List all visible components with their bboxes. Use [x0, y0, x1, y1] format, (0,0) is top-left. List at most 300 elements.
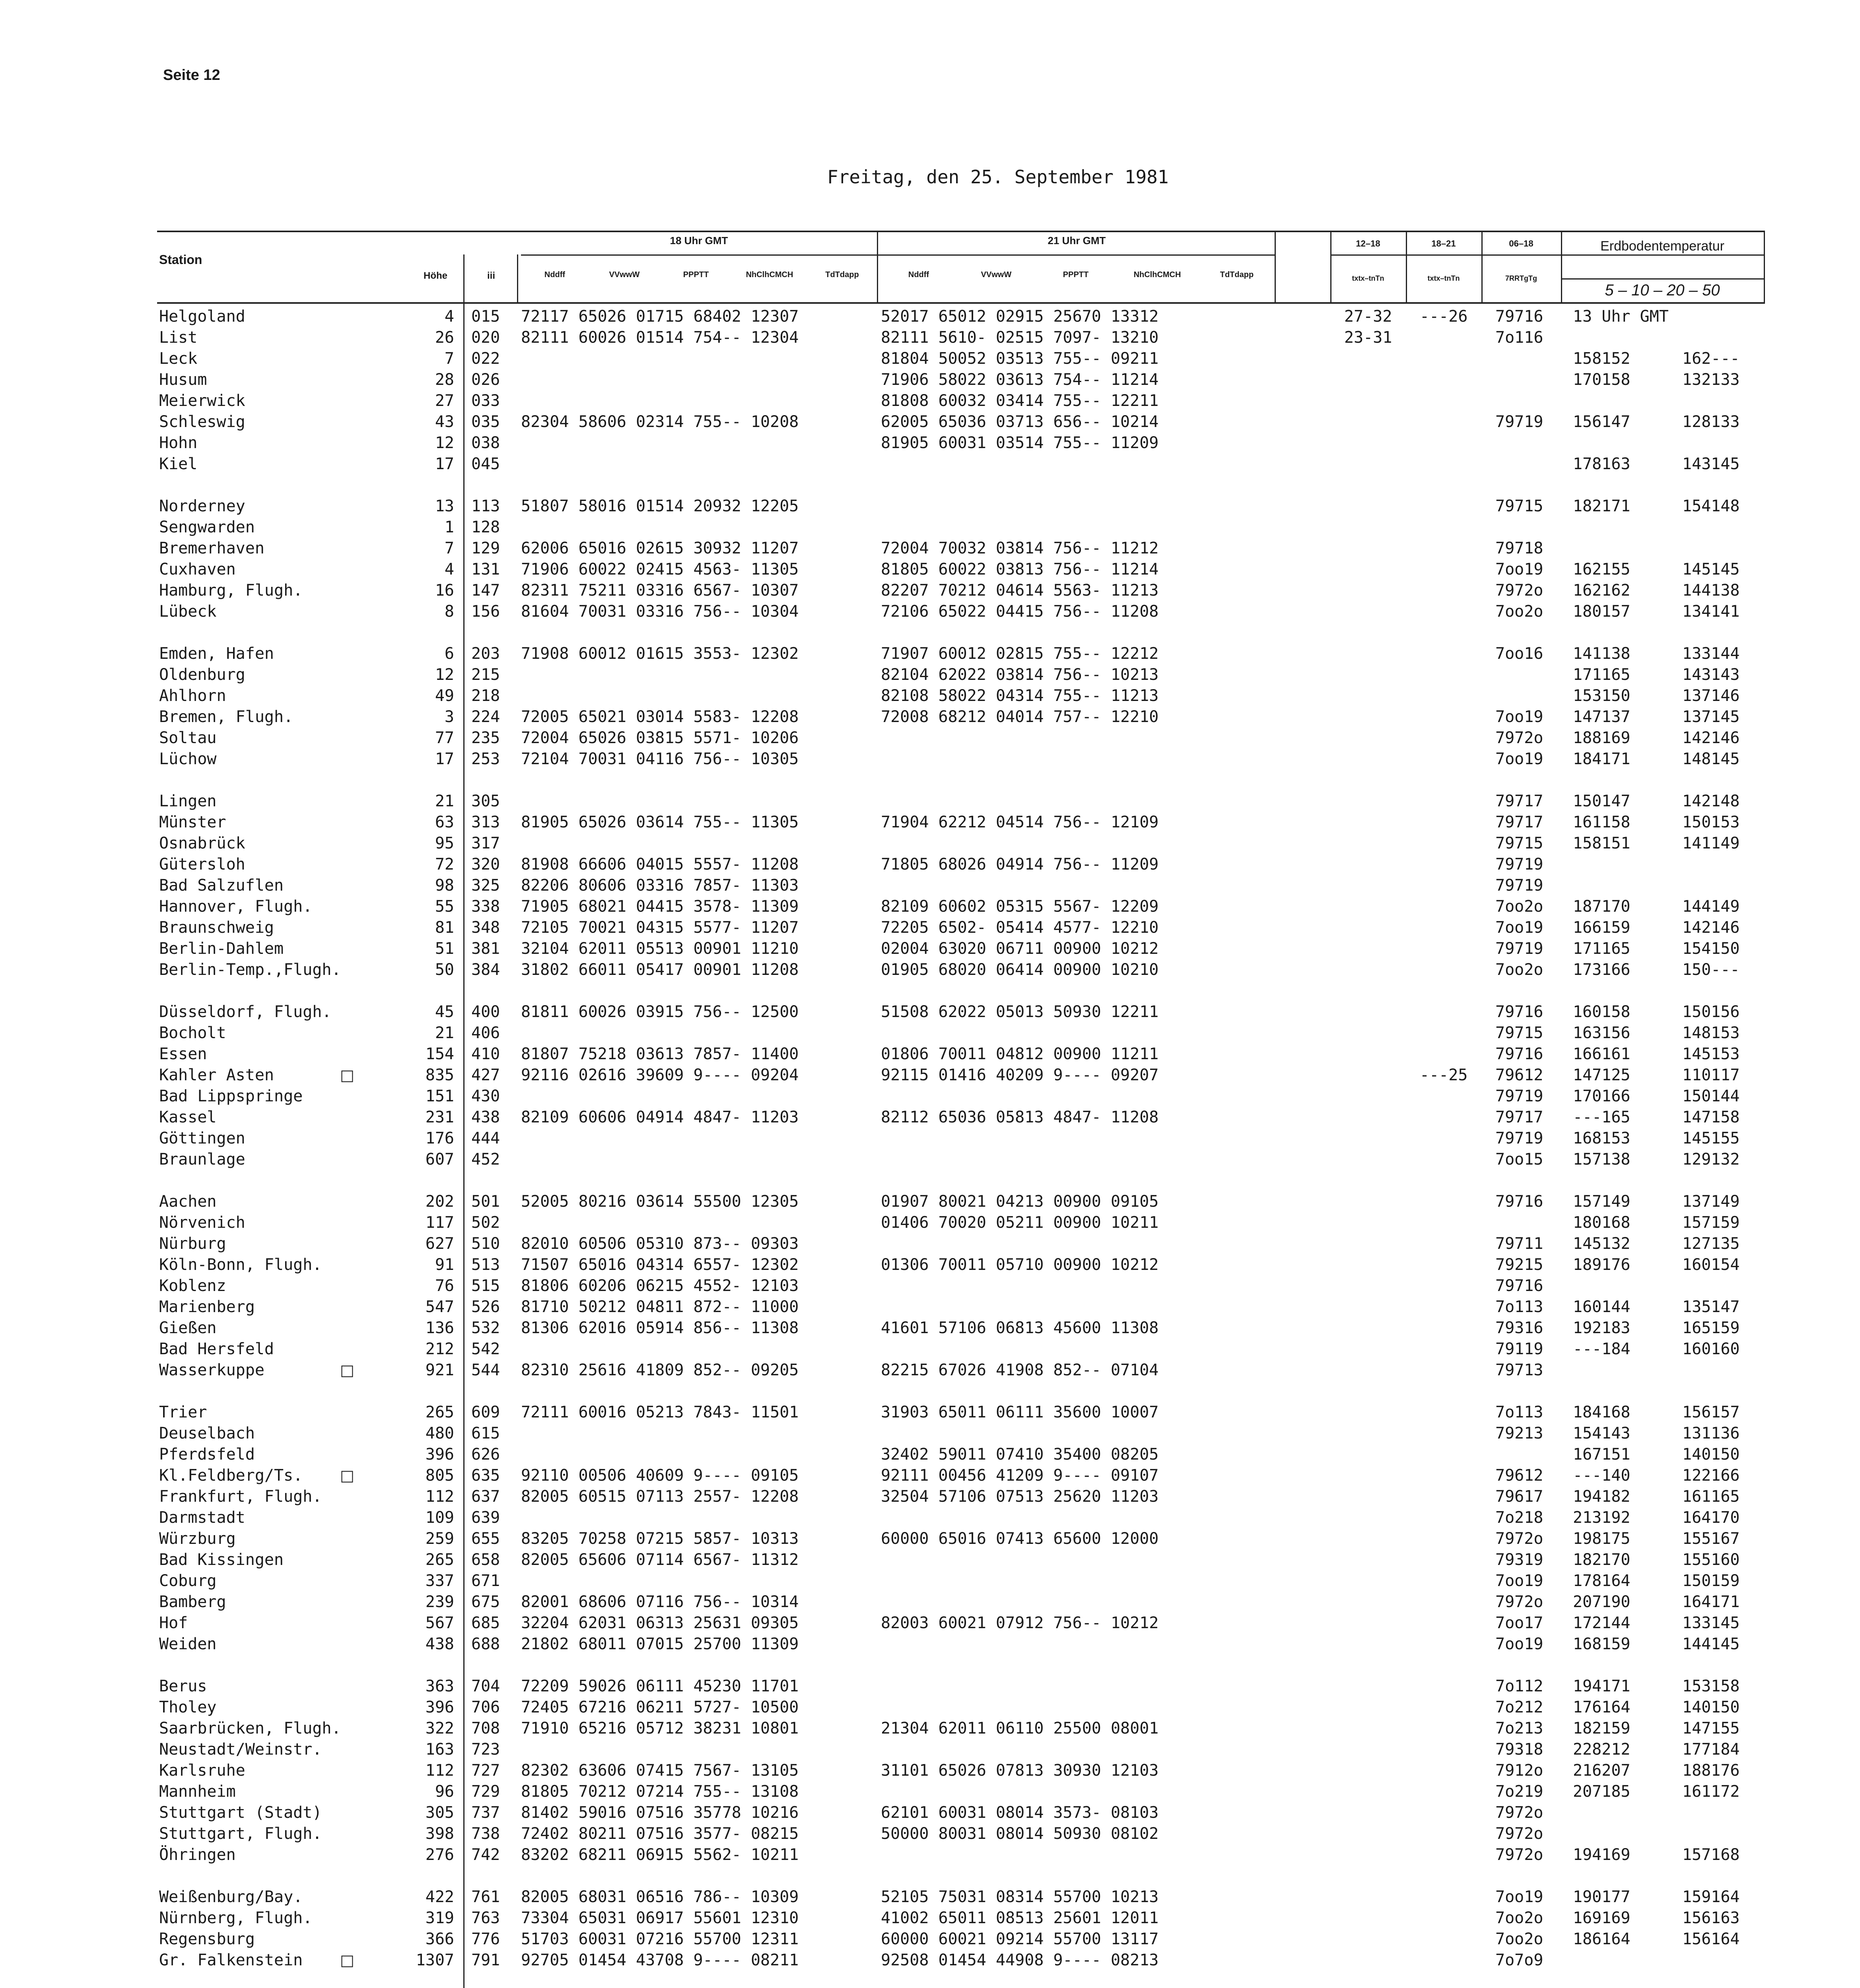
obs-21-gmt: 71907 60012 02815 755-- 12212 — [881, 645, 1159, 663]
station-height: 12 — [435, 434, 454, 452]
table-row — [0, 496, 1860, 516]
station-index: 452 — [471, 1150, 500, 1169]
station-name: Bremerhaven — [159, 539, 264, 557]
obs-18-gmt: 82310 25616 41809 852-- 09205 — [521, 1361, 799, 1379]
soil-temp-a: 150147 — [1573, 792, 1631, 810]
obs-18-gmt: 82005 60515 07113 2557- 12208 — [521, 1487, 799, 1506]
soil-temp-b: 157168 — [1682, 1846, 1740, 1864]
value-06-18: 79213 — [1495, 1424, 1543, 1442]
station-index: 671 — [471, 1572, 500, 1590]
soil-temp-b: 150159 — [1682, 1572, 1740, 1590]
value-06-18: 79319 — [1495, 1551, 1543, 1569]
station-index: 637 — [471, 1487, 500, 1506]
station-name: Oldenburg — [159, 666, 245, 684]
obs-18-gmt: 32204 62031 06313 25631 09305 — [521, 1614, 799, 1632]
station-height: 51 — [435, 940, 454, 958]
value-06-18: 7oo2o — [1495, 602, 1543, 621]
station-name: Hof — [159, 1614, 188, 1632]
value-06-18: 79119 — [1495, 1340, 1543, 1358]
table-row — [0, 390, 1860, 411]
obs-18-gmt: 82010 60506 05310 873-- 09303 — [521, 1235, 799, 1253]
table-row — [0, 959, 1860, 980]
station-name: Ahlhorn — [159, 687, 226, 705]
soil-temp-b: 153158 — [1682, 1677, 1740, 1695]
obs-21-gmt: 31903 65011 06111 35600 10007 — [881, 1403, 1159, 1421]
header-06-18: 06–18 — [1509, 239, 1533, 248]
obs-18-gmt: 82111 60026 01514 754-- 12304 — [521, 328, 799, 347]
station-name: Osnabrück — [159, 834, 245, 852]
soil-temp-a: 171165 — [1573, 940, 1631, 958]
soil-temp-b: 142146 — [1682, 729, 1740, 747]
soil-temp-b: 127135 — [1682, 1235, 1740, 1253]
station-height: 305 — [425, 1804, 454, 1822]
open-square-icon: □ — [340, 1951, 354, 1969]
station-name: Hannover, Flugh. — [159, 897, 313, 916]
header-iii: iii — [487, 270, 495, 281]
obs-21-gmt: 01905 68020 06414 00900 10210 — [881, 961, 1159, 979]
station-name: Bad Lippspringe — [159, 1087, 303, 1105]
soil-temp-b: 132133 — [1682, 371, 1740, 389]
table-row — [0, 1950, 1860, 1971]
soil-temp-b: 154150 — [1682, 940, 1740, 958]
station-index: 655 — [471, 1530, 500, 1548]
station-height: 259 — [425, 1530, 454, 1548]
table-row — [0, 1465, 1860, 1486]
soil-temp-a: 182170 — [1573, 1551, 1631, 1569]
obs-18-gmt: 81402 59016 07516 35778 10216 — [521, 1804, 799, 1822]
soil-temp-b: 160154 — [1682, 1256, 1740, 1274]
station-name: Schleswig — [159, 413, 245, 431]
soil-temp-b: 137149 — [1682, 1192, 1740, 1211]
soil-temp-a: 207190 — [1573, 1593, 1631, 1611]
station-name: Lüchow — [159, 750, 217, 768]
obs-21-gmt: 82109 60602 05315 5567- 12209 — [881, 897, 1159, 916]
soil-temp-a: 154143 — [1573, 1424, 1631, 1442]
station-height: 27 — [435, 392, 454, 410]
station-index: 033 — [471, 392, 500, 410]
station-name: Karlsruhe — [159, 1761, 245, 1780]
table-row — [0, 791, 1860, 812]
table-row — [0, 1065, 1860, 1085]
station-index: 727 — [471, 1761, 500, 1780]
soil-temp-b: 134141 — [1682, 602, 1740, 621]
station-index: 235 — [471, 729, 500, 747]
soil-temp-b: 148153 — [1682, 1024, 1740, 1042]
obs-21-gmt: 32402 59011 07410 35400 08205 — [881, 1445, 1159, 1464]
page-date: Freitag, den 25. September 1981 — [827, 166, 1169, 188]
station-index: 224 — [471, 708, 500, 726]
soil-temp-b: 156157 — [1682, 1403, 1740, 1421]
header-18-21-sub: txtx–tnTn — [1427, 274, 1460, 282]
table-row — [0, 601, 1860, 622]
station-name: Bad Kissingen — [159, 1551, 284, 1569]
station-name: Nürnberg, Flugh. — [159, 1909, 313, 1927]
table-row — [0, 1423, 1860, 1444]
obs-18-gmt: 82001 68606 07116 756-- 10314 — [521, 1593, 799, 1611]
soil-temp-b: 110117 — [1682, 1066, 1740, 1084]
station-index: 510 — [471, 1235, 500, 1253]
station-height: 337 — [425, 1572, 454, 1590]
station-height: 76 — [435, 1277, 454, 1295]
table-row — [0, 1233, 1860, 1254]
value-06-18: 7o212 — [1495, 1698, 1543, 1716]
obs-21-gmt: 72004 70032 03814 756-- 11212 — [881, 539, 1159, 557]
station-index: 203 — [471, 645, 500, 663]
value-06-18: 79617 — [1495, 1487, 1543, 1506]
value-06-18: 79719 — [1495, 940, 1543, 958]
value-06-18: 7o7o9 — [1495, 1951, 1543, 1969]
station-height: 276 — [425, 1846, 454, 1864]
station-height: 55 — [435, 897, 454, 916]
value-06-18: 7oo2o — [1495, 897, 1543, 916]
station-name: Berlin-Dahlem — [159, 940, 284, 958]
soil-temp-a: 213192 — [1573, 1508, 1631, 1527]
obs-21-gmt: 01806 70011 04812 00900 11211 — [881, 1045, 1159, 1063]
station-height: 176 — [425, 1129, 454, 1147]
station-height: 567 — [425, 1614, 454, 1632]
station-index: 738 — [471, 1825, 500, 1843]
station-index: 704 — [471, 1677, 500, 1695]
soil-temp-b: 188176 — [1682, 1761, 1740, 1780]
soil-temp-a: 168153 — [1573, 1129, 1631, 1147]
obs-18-gmt: 72004 65026 03815 5571- 10206 — [521, 729, 799, 747]
station-name: Deuselbach — [159, 1424, 255, 1442]
station-name: Nürburg — [159, 1235, 226, 1253]
obs-18-gmt: 92110 00506 40609 9---- 09105 — [521, 1466, 799, 1485]
soil-temp-b: 161172 — [1682, 1782, 1740, 1801]
soil-temp-b: 141149 — [1682, 834, 1740, 852]
station-index: 015 — [471, 307, 500, 326]
soil-temp-b: 140150 — [1682, 1698, 1740, 1716]
value-06-18: 7972o — [1495, 1593, 1543, 1611]
obs-18-gmt: 81805 70212 07214 755-- 13108 — [521, 1782, 799, 1801]
value-06-18: 7oo2o — [1495, 1930, 1543, 1948]
table-row — [0, 1823, 1860, 1844]
obs-21-gmt: 81804 50052 03513 755-- 09211 — [881, 349, 1159, 368]
table-row — [0, 1276, 1860, 1296]
obs-18-gmt: 71507 65016 04314 6557- 12302 — [521, 1256, 799, 1274]
table-row — [0, 306, 1860, 327]
station-name: Gütersloh — [159, 855, 245, 874]
station-height: 547 — [425, 1298, 454, 1316]
station-height: 4 — [444, 307, 454, 326]
soil-temp-a: ---165 — [1573, 1108, 1631, 1126]
station-name: Coburg — [159, 1572, 217, 1590]
table-row — [0, 517, 1860, 538]
soil-temp-a: 145132 — [1573, 1235, 1631, 1253]
table-row — [0, 1613, 1860, 1633]
soil-temp-b: 164170 — [1682, 1508, 1740, 1527]
station-name: Braunlage — [159, 1150, 245, 1169]
header-21-gmt: 21 Uhr GMT — [1048, 235, 1106, 247]
station-height: 95 — [435, 834, 454, 852]
station-index: 253 — [471, 750, 500, 768]
station-name: Öhringen — [159, 1846, 236, 1864]
station-name: List — [159, 328, 198, 347]
header-21-sub-2: VVwwW — [981, 270, 1012, 279]
header-erdboden-sub: 5 – 10 – 20 – 50 — [1605, 282, 1720, 299]
value-06-18: 79612 — [1495, 1066, 1543, 1084]
soil-temp-b: 160160 — [1682, 1340, 1740, 1358]
obs-18-gmt: 82005 65606 07114 6567- 11312 — [521, 1551, 799, 1569]
station-height: 136 — [425, 1319, 454, 1337]
soil-temp-a: 184171 — [1573, 750, 1631, 768]
station-height: 7 — [444, 349, 454, 368]
station-height: 480 — [425, 1424, 454, 1442]
soil-temp-a: 153150 — [1573, 687, 1631, 705]
header-18-sub-3: PPPTT — [683, 270, 709, 279]
header-21-sub-1: Nddff — [908, 270, 929, 279]
obs-18-gmt: 32104 62011 05513 00901 11210 — [521, 940, 799, 958]
soil-temp-a: 184168 — [1573, 1403, 1631, 1421]
table-row — [0, 875, 1860, 896]
obs-18-gmt: 82206 80606 03316 7857- 11303 — [521, 876, 799, 895]
soil-temp-a: 166159 — [1573, 918, 1631, 937]
table-row — [0, 1887, 1860, 1907]
station-height: 396 — [425, 1698, 454, 1716]
station-index: 430 — [471, 1087, 500, 1105]
header-18-gmt: 18 Uhr GMT — [670, 235, 728, 247]
table-row — [0, 1212, 1860, 1233]
soil-temp-a: 13 Uhr GMT — [1573, 307, 1669, 326]
obs-21-gmt: 82104 62022 03814 756-- 10213 — [881, 666, 1159, 684]
value-06-18: 79715 — [1495, 834, 1543, 852]
table-row — [0, 938, 1860, 959]
station-height: 21 — [435, 1024, 454, 1042]
table-row — [0, 1739, 1860, 1760]
table-row — [0, 1086, 1860, 1107]
table-row — [0, 1528, 1860, 1549]
station-height: 438 — [425, 1635, 454, 1653]
open-square-icon: □ — [340, 1467, 354, 1484]
soil-temp-b: 150153 — [1682, 813, 1740, 831]
soil-temp-b: 156163 — [1682, 1909, 1740, 1927]
station-index: 384 — [471, 961, 500, 979]
station-height: 627 — [425, 1235, 454, 1253]
header-12-18: 12–18 — [1356, 239, 1380, 248]
table-row — [0, 1676, 1860, 1697]
value-06-18: 79716 — [1495, 307, 1543, 326]
soil-temp-a: 170158 — [1573, 371, 1631, 389]
table-row — [0, 454, 1860, 474]
station-height: 96 — [435, 1782, 454, 1801]
table-row — [0, 1592, 1860, 1612]
station-name: Berus — [159, 1677, 207, 1695]
soil-temp-a: 163156 — [1573, 1024, 1631, 1042]
station-name: Bamberg — [159, 1593, 226, 1611]
table-row — [0, 854, 1860, 875]
station-index: 020 — [471, 328, 500, 347]
station-index: 325 — [471, 876, 500, 895]
station-index: 761 — [471, 1888, 500, 1906]
station-height: 43 — [435, 413, 454, 431]
obs-21-gmt: 52105 75031 08314 55700 10213 — [881, 1888, 1159, 1906]
soil-temp-b: 162--- — [1682, 349, 1740, 368]
value-06-18: 79715 — [1495, 497, 1543, 515]
station-index: 501 — [471, 1192, 500, 1211]
obs-21-gmt: 01406 70020 05211 00900 10211 — [881, 1213, 1159, 1232]
soil-temp-b: 147155 — [1682, 1719, 1740, 1738]
station-name: Cuxhaven — [159, 560, 236, 579]
header-12-18-sub: txtx–tnTn — [1352, 274, 1384, 282]
station-name: Stuttgart (Stadt) — [159, 1804, 322, 1822]
value-06-18: 7oo19 — [1495, 560, 1543, 579]
station-index: 688 — [471, 1635, 500, 1653]
station-height: 112 — [425, 1761, 454, 1780]
soil-temp-b: 145153 — [1682, 1045, 1740, 1063]
obs-21-gmt: 71805 68026 04914 756-- 11209 — [881, 855, 1159, 874]
station-height: 607 — [425, 1150, 454, 1169]
table-row — [0, 749, 1860, 769]
station-name: Helgoland — [159, 307, 245, 326]
station-name: Bocholt — [159, 1024, 226, 1042]
value-06-18: 7o218 — [1495, 1508, 1543, 1527]
station-height: 366 — [425, 1930, 454, 1948]
obs-18-gmt: 71908 60012 01615 3553- 12302 — [521, 645, 799, 663]
station-index: 381 — [471, 940, 500, 958]
station-name: Essen — [159, 1045, 207, 1063]
header-21-sub-4: NhClhCMCH — [1133, 270, 1181, 279]
table-row — [0, 896, 1860, 917]
station-name: Emden, Hafen — [159, 645, 274, 663]
soil-temp-a: 216207 — [1573, 1761, 1631, 1780]
value-06-18: 7oo19 — [1495, 1888, 1543, 1906]
station-name: Leck — [159, 349, 198, 368]
station-name: Wasserkuppe — [159, 1361, 264, 1379]
header-18-21: 18–21 — [1431, 239, 1456, 248]
station-index: 737 — [471, 1804, 500, 1822]
station-index: 791 — [471, 1951, 500, 1969]
soil-temp-a: 160158 — [1573, 1003, 1631, 1021]
station-height: 77 — [435, 729, 454, 747]
station-height: 63 — [435, 813, 454, 831]
station-height: 109 — [425, 1508, 454, 1527]
station-index: 026 — [471, 371, 500, 389]
station-name: Gr. Falkenstein — [159, 1951, 303, 1969]
station-height: 26 — [435, 328, 454, 347]
soil-temp-b: 145155 — [1682, 1129, 1740, 1147]
soil-temp-a: 162162 — [1573, 581, 1631, 600]
soil-temp-b: 144145 — [1682, 1635, 1740, 1653]
soil-temp-a: 192183 — [1573, 1319, 1631, 1337]
station-name: Kassel — [159, 1108, 217, 1126]
soil-temp-b: 159164 — [1682, 1888, 1740, 1906]
table-row — [0, 1929, 1860, 1949]
station-name: Pferdsfeld — [159, 1445, 255, 1464]
soil-temp-b: 161165 — [1682, 1487, 1740, 1506]
table-row — [0, 1318, 1860, 1338]
soil-temp-b: 150--- — [1682, 961, 1740, 979]
station-height: 202 — [425, 1192, 454, 1211]
station-name: Hohn — [159, 434, 198, 452]
station-height: 6 — [444, 645, 454, 663]
table-row — [0, 1149, 1860, 1170]
station-index: 427 — [471, 1066, 500, 1084]
table-row — [0, 1781, 1860, 1802]
obs-21-gmt: 71904 62212 04514 756-- 12109 — [881, 813, 1159, 831]
station-index: 129 — [471, 539, 500, 557]
obs-21-gmt: 01907 80021 04213 00900 09105 — [881, 1192, 1159, 1211]
table-row — [0, 1002, 1860, 1022]
obs-18-gmt: 72104 70031 04116 756-- 10305 — [521, 750, 799, 768]
station-index: 685 — [471, 1614, 500, 1632]
value-06-18: 79715 — [1495, 1024, 1543, 1042]
soil-temp-b: 133144 — [1682, 645, 1740, 663]
station-name: Düsseldorf, Flugh. — [159, 1003, 332, 1021]
header-hoehe: Höhe — [424, 270, 447, 281]
station-name: Mannheim — [159, 1782, 236, 1801]
value-06-18: 7o113 — [1495, 1298, 1543, 1316]
soil-temp-b: 147158 — [1682, 1108, 1740, 1126]
station-height: 7 — [444, 539, 454, 557]
soil-temp-b: 155160 — [1682, 1551, 1740, 1569]
station-height: 21 — [435, 792, 454, 810]
table-row — [0, 580, 1860, 601]
soil-temp-b: 135147 — [1682, 1298, 1740, 1316]
obs-21-gmt: 62005 65036 03713 656-- 10214 — [881, 413, 1159, 431]
station-height: 835 — [425, 1066, 454, 1084]
value-06-18: 79716 — [1495, 1192, 1543, 1211]
table-row — [0, 1191, 1860, 1212]
obs-18-gmt: 81908 66606 04015 5557- 11208 — [521, 855, 799, 874]
table-row — [0, 1402, 1860, 1423]
soil-temp-a: 141138 — [1573, 645, 1631, 663]
soil-temp-b: 155167 — [1682, 1530, 1740, 1548]
value-06-18: 79215 — [1495, 1256, 1543, 1274]
obs-21-gmt: 41002 65011 08513 25601 12011 — [881, 1909, 1159, 1927]
soil-temp-a: 228212 — [1573, 1740, 1631, 1759]
soil-temp-a: 173166 — [1573, 961, 1631, 979]
table-row — [0, 707, 1860, 727]
soil-temp-a: 176164 — [1573, 1698, 1631, 1716]
obs-18-gmt: 31802 66011 05417 00901 11208 — [521, 961, 799, 979]
soil-temp-b: 137146 — [1682, 687, 1740, 705]
station-name: Braunschweig — [159, 918, 274, 937]
obs-21-gmt: 81905 60031 03514 755-- 11209 — [881, 434, 1159, 452]
obs-21-gmt: 60000 65016 07413 65600 12000 — [881, 1530, 1159, 1548]
header-erdboden: Erdbodentemperatur — [1600, 239, 1724, 254]
station-index: 706 — [471, 1698, 500, 1716]
station-index: 438 — [471, 1108, 500, 1126]
obs-18-gmt: 81811 60026 03915 756-- 12500 — [521, 1003, 799, 1021]
station-name: Sengwarden — [159, 518, 255, 536]
station-index: 658 — [471, 1551, 500, 1569]
table-row — [0, 1718, 1860, 1739]
station-height: 921 — [425, 1361, 454, 1379]
station-height: 363 — [425, 1677, 454, 1695]
obs-18-gmt: 92116 02616 39609 9---- 09204 — [521, 1066, 799, 1084]
station-height: 398 — [425, 1825, 454, 1843]
soil-temp-a: 180168 — [1573, 1213, 1631, 1232]
value-06-18: 79719 — [1495, 413, 1543, 431]
value-06-18: 79716 — [1495, 1045, 1543, 1063]
station-name: Koblenz — [159, 1277, 226, 1295]
value-06-18: 7912o — [1495, 1761, 1543, 1780]
station-name: Nörvenich — [159, 1213, 245, 1232]
table-row — [0, 1339, 1860, 1359]
table-row — [0, 917, 1860, 938]
obs-21-gmt: 81805 60022 03813 756-- 11214 — [881, 560, 1159, 579]
station-name: Lübeck — [159, 602, 217, 621]
temp-18-21: ---25 — [1420, 1066, 1468, 1084]
station-index: 729 — [471, 1782, 500, 1801]
soil-temp-a: 198175 — [1573, 1530, 1631, 1548]
table-row — [0, 1571, 1860, 1591]
station-name: Norderney — [159, 497, 245, 515]
obs-18-gmt: 81604 70031 03316 756-- 10304 — [521, 602, 799, 621]
value-06-18: 79318 — [1495, 1740, 1543, 1759]
obs-21-gmt: 82003 60021 07912 756-- 10212 — [881, 1614, 1159, 1632]
